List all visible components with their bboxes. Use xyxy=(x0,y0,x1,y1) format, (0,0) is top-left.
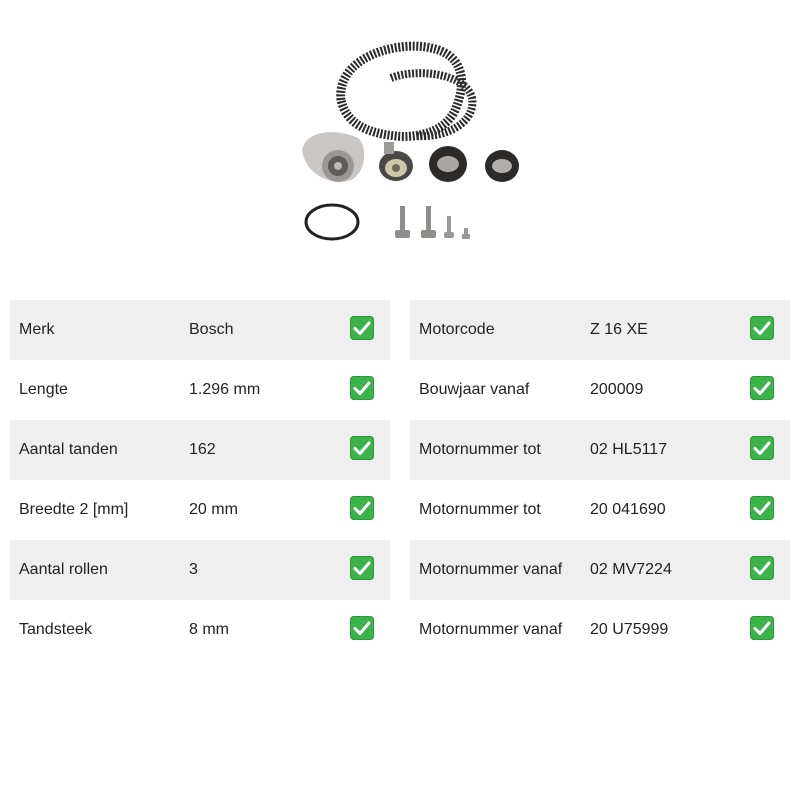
check-icon xyxy=(750,556,774,580)
spec-row xyxy=(10,300,390,360)
product-image xyxy=(296,38,528,250)
spec-value: 20 041690 xyxy=(590,501,666,518)
spec-value: 200009 xyxy=(590,381,644,398)
spec-row xyxy=(410,300,790,360)
spec-label: Tandsteek xyxy=(19,621,92,638)
spec-value: Bosch xyxy=(189,321,234,338)
spec-value: 20 U75999 xyxy=(590,621,669,638)
spec-row xyxy=(410,420,790,480)
spec-table-right xyxy=(410,300,790,660)
spec-label: Aantal rollen xyxy=(19,561,108,578)
spec-value: 20 mm xyxy=(189,501,238,518)
spec-value: 02 HL5117 xyxy=(590,441,668,458)
spec-value: Z 16 XE xyxy=(590,321,648,338)
check-icon xyxy=(350,616,374,640)
spec-row xyxy=(10,420,390,480)
spec-value: 02 MV7224 xyxy=(590,561,672,578)
spec-label: Motornummer vanaf xyxy=(419,621,563,638)
check-icon xyxy=(350,376,374,400)
check-icon xyxy=(750,316,774,340)
spec-label: Lengte xyxy=(19,381,68,398)
check-icon xyxy=(350,316,374,340)
spec-value: 8 mm xyxy=(189,621,229,638)
spec-row xyxy=(410,480,790,540)
spec-row xyxy=(10,480,390,540)
spec-label: Motornummer tot xyxy=(419,441,541,458)
spec-row xyxy=(410,540,790,600)
check-icon xyxy=(750,376,774,400)
spec-label: Bouwjaar vanaf xyxy=(419,381,530,398)
spec-value: 162 xyxy=(189,441,216,458)
timing-belt-kit-with-water-pump-icon xyxy=(296,38,528,250)
spec-table-left xyxy=(10,300,390,660)
check-icon xyxy=(750,616,774,640)
spec-value: 3 xyxy=(189,561,198,578)
spec-row xyxy=(410,360,790,420)
check-icon xyxy=(350,556,374,580)
spec-row xyxy=(410,600,790,660)
spec-row xyxy=(10,600,390,660)
check-icon xyxy=(350,436,374,460)
spec-label: Motornummer vanaf xyxy=(419,561,563,578)
check-icon xyxy=(750,436,774,460)
spec-label: Merk xyxy=(19,321,55,338)
spec-row xyxy=(10,540,390,600)
spec-label: Aantal tanden xyxy=(19,441,118,458)
check-icon xyxy=(750,496,774,520)
spec-label: Motornummer tot xyxy=(419,501,541,518)
spec-label: Motorcode xyxy=(419,321,495,338)
check-icon xyxy=(350,496,374,520)
spec-value: 1.296 mm xyxy=(189,381,261,398)
spec-row xyxy=(10,360,390,420)
spec-label: Breedte 2 [mm] xyxy=(19,501,129,518)
